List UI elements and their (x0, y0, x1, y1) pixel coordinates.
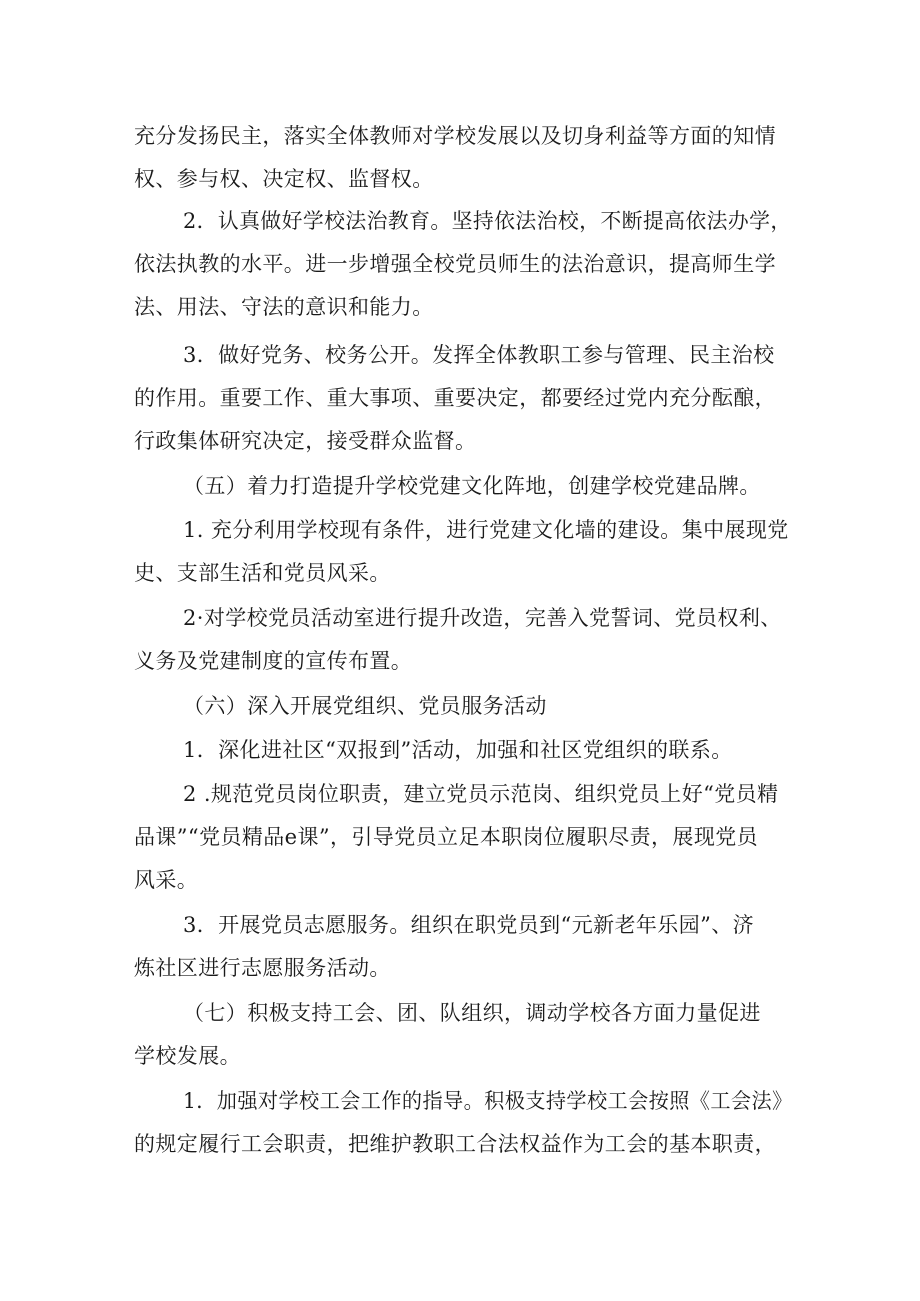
text-line: 的作用。重要工作、重大事项、重要决定，都要经过党内充分酝酿， (134, 386, 776, 410)
section-heading: （七）积极支持工会、团、队组织，调动学校各方面力量促进 (183, 1001, 761, 1025)
text-line: 2．认真做好学校法治教育。坚持依法治校，不断提高依法办学， (183, 209, 792, 233)
text-line: 2·对学校党员活动室进行提升改造，完善入党誓词、党员权利、 (183, 606, 782, 630)
text-line: 依法执教的水平。进一步增强全校党员师生的法治意识，提高师生学 (134, 252, 776, 276)
text-line: 学校发展。 (134, 1044, 241, 1068)
text-line: 行政集体研究决定，接受群众监督。 (134, 429, 477, 453)
section-heading: （五）着力打造提升学校党建文化阵地，创建学校党建品牌。 (183, 474, 761, 498)
text-line: 2 .规范党员岗位职责，建立党员示范岗、组织党员上好“党员精 (183, 782, 779, 806)
text-line: 3．做好党务、校务公开。发挥全体教职工参与管理、民主治校 (183, 343, 775, 367)
text-line: 1. 充分利用学校现有条件，进行党建文化墙的建设。集中展现党 (183, 518, 789, 542)
text-line: 的规定履行工会职责，把维护教职工合法权益作为工会的基本职责， (134, 1132, 776, 1156)
section-heading: （六）深入开展党组织、党员服务活动 (183, 694, 547, 718)
text-line: 风采。 (134, 868, 199, 892)
text-line: 炼社区进行志愿服务活动。 (134, 956, 391, 980)
text-line: 充分发扬民主，落实全体教师对学校发展以及切身利益等方面的知情 (134, 124, 776, 148)
text-line: 史、支部生活和党员风采。 (134, 561, 391, 585)
text-line: 法、用法、守法的意识和能力。 (134, 295, 434, 319)
text-line: 3．开展党员志愿服务。组织在职党员到“元新老年乐园”、济 (183, 913, 755, 937)
text-line: 权、参与权、决定权、监督权。 (134, 167, 434, 191)
text-line: 1．加强对学校工会工作的指导。积极支持学校工会按照《工会法》 (183, 1089, 793, 1113)
text-line: 品课”“党员精品e课”，引导党员立足本职岗位履职尽责，展现党员 (134, 825, 759, 849)
text-line: 1．深化进社区“双报到”活动，加强和社区党组织的联系。 (183, 738, 733, 762)
text-line: 义务及党建制度的宣传布置。 (134, 649, 413, 673)
